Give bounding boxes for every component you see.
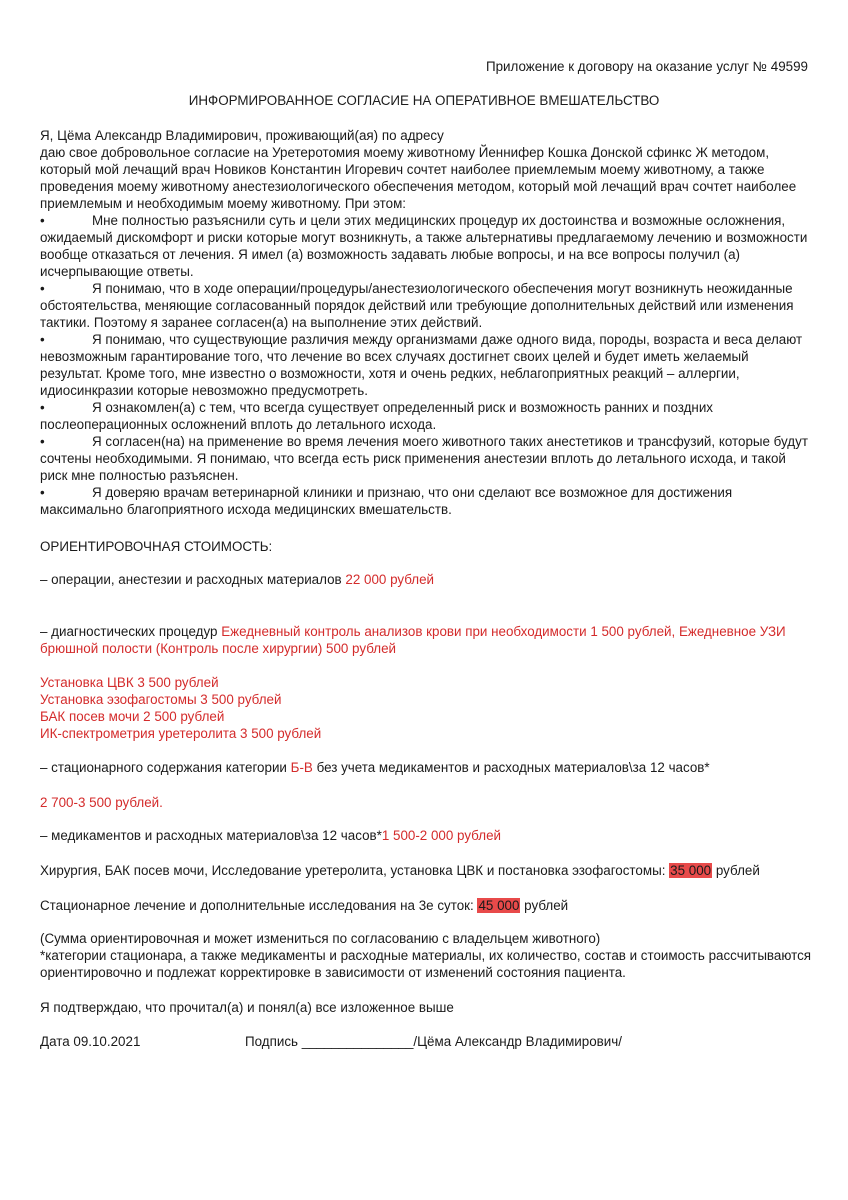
cost-heading: ОРИЕНТИРОВОЧНАЯ СТОИМОСТЬ: — [40, 539, 273, 554]
bullet-icon: • — [40, 332, 45, 347]
bullet-icon: • — [40, 434, 45, 449]
list-item: • Я согласен(на) на применение во время лечения моего животного таких анестетиков и трансфузий, которые будут сочтены необходимыми. Я понимаю, что всегда есть риск применения анестезии вплоть до летального исхода, и такой риск мне полностью разъяснен. — [40, 434, 808, 483]
signature-line: Подпись _______________/Цёма Александр Владимирович/ — [245, 1034, 622, 1049]
medications-value: 1 500-2 000 рублей — [381, 828, 501, 843]
cost-medications: – медикаментов и расходных материалов\за 12 часов*1 500-2 000 рублей — [40, 828, 501, 843]
list-item: • Я понимаю, что в ходе операции/процедуры/анестезиологического обеспечения могут возникнуть неожиданные обстоятельства, меняющие согласованный порядок действий или требующие дополнительных действий или изменения тактики. Поэтому я заранее согласен(а) на выполнение этих действий. — [40, 281, 794, 330]
stay-category: Б-В — [290, 760, 313, 775]
stay-cost-value: 2 700-3 500 рублей. — [40, 795, 163, 810]
intro-paragraph: даю свое добровольное согласие на Уретеротомия моему животному Йеннифер Кошка Донской сфинкс Ж методом, который мой лечащий врач Новиков Константин Игоревич сочтет наиболее приемлемым моему животному, а также проведения моему животному анестезиологического обеспечения методом, который мой лечащий врач сочтет наиболее приемлемым и необходимым моему животному. При этом: — [40, 145, 797, 211]
bullet-icon: • — [40, 213, 45, 228]
confirmation-line: Я подтверждаю, что прочитал(а) и понял(а) все изложенное выше — [40, 1000, 454, 1015]
list-item: • Мне полностью разъяснили суть и цели этих медицинских процедур их достоинства и возможные осложнения, ожидаемый дискомфорт и риски которые могут возникнуть, а также альтернативы предлагаемому лечению и возможности вообще отказаться от лечения. Я имел (а) возможность задавать любые вопросы, и на все вопросы получил (а) исчерпывающие ответы. — [40, 213, 808, 279]
list-item: Установка ЦВК 3 500 рублей — [40, 675, 219, 690]
list-item: • Я ознакомлен(а) с тем, что всегда существует определенный риск и возможность ранних и поздних послеоперационных осложнений вплоть до летального исхода. — [40, 400, 713, 432]
intro-line: Я, Цёма Александр Владимирович, проживающий(ая) по адресу — [40, 128, 444, 143]
inpatient-total-value: 45 000 — [478, 898, 520, 913]
list-item: Установка эзофагостомы 3 500 рублей — [40, 692, 282, 707]
page-title: ИНФОРМИРОВАННОЕ СОГЛАСИЕ НА ОПЕРАТИВНОЕ ВМЕШАТЕЛЬСТВО — [188, 93, 660, 108]
bullet-icon: • — [40, 400, 45, 415]
bullet-icon: • — [40, 485, 45, 500]
list-item: БАК посев мочи 2 500 рублей — [40, 709, 225, 724]
bullet-icon: • — [40, 281, 45, 296]
list-item: • Я понимаю, что существующие различия между организмами даже одного вида, породы, возраста и веса делают невозможным гарантирование того, что лечение во всех случаях достигнет своих целей и будет иметь желаемый результат. Кроме того, мне известно о возможности, хотя и очень редких, неблагоприятных реакций – аллергии, идиосинкразии которые невозможно предусмотреть. — [40, 332, 803, 398]
cost-inpatient-stay: – стационарного содержания категории Б-В без учета медикаментов и расходных материалов\за 12 часов* — [40, 760, 710, 775]
extra-items — [40, 674, 321, 742]
date-field: Дата 09.10.2021 — [40, 1034, 141, 1049]
note-category: *категории стационара, а также медикаменты и расходные материалы, их количество, состав и стоимость рассчитываются ориентировочно и подлежат корректировке в зависимости от изменений состояния пациента. — [40, 948, 812, 980]
list-item: ИК-спектрометрия уретеролита 3 500 рублей — [40, 726, 322, 741]
bullet-list — [40, 212, 812, 518]
contract-reference: Приложение к договору на оказание услуг № 49599 — [485, 59, 808, 74]
cost-diagnostics-value: Ежедневный контроль анализов крови при необходимости 1 500 рублей, Ежедневное УЗИ брюшной полости (Контроль после хирургии) 500 рублей — [40, 624, 786, 656]
cost-diagnostics: – диагностических процедур Ежедневный контроль анализов крови при необходимости 1 500 рублей, Ежедневное УЗИ брюшной полости (Контроль после хирургии) 500 рублей — [40, 624, 786, 656]
notes — [40, 930, 815, 981]
surgery-total: Хирургия, БАК посев мочи, Исследование уретеролита, установка ЦВК и постановка эзофагостомы: 35 000 рублей — [40, 863, 760, 878]
surgery-total-value: 35 000 — [670, 863, 712, 878]
consent-body — [40, 127, 812, 518]
cost-operations: – операции, анестезии и расходных материалов 22 000 рублей — [40, 572, 435, 587]
inpatient-total: Стационарное лечение и дополнительные исследования на 3е суток: 45 000 рублей — [40, 898, 569, 913]
note-estimate: (Сумма ориентировочная и может измениться по согласованию с владельцем животного) — [40, 931, 601, 946]
cost-operations-value: 22 000 рублей — [345, 572, 435, 587]
list-item: • Я доверяю врачам ветеринарной клиники и признаю, что они сделают все возможное для достижения максимально благоприятного исхода медицинских вмешательств. — [40, 485, 733, 517]
